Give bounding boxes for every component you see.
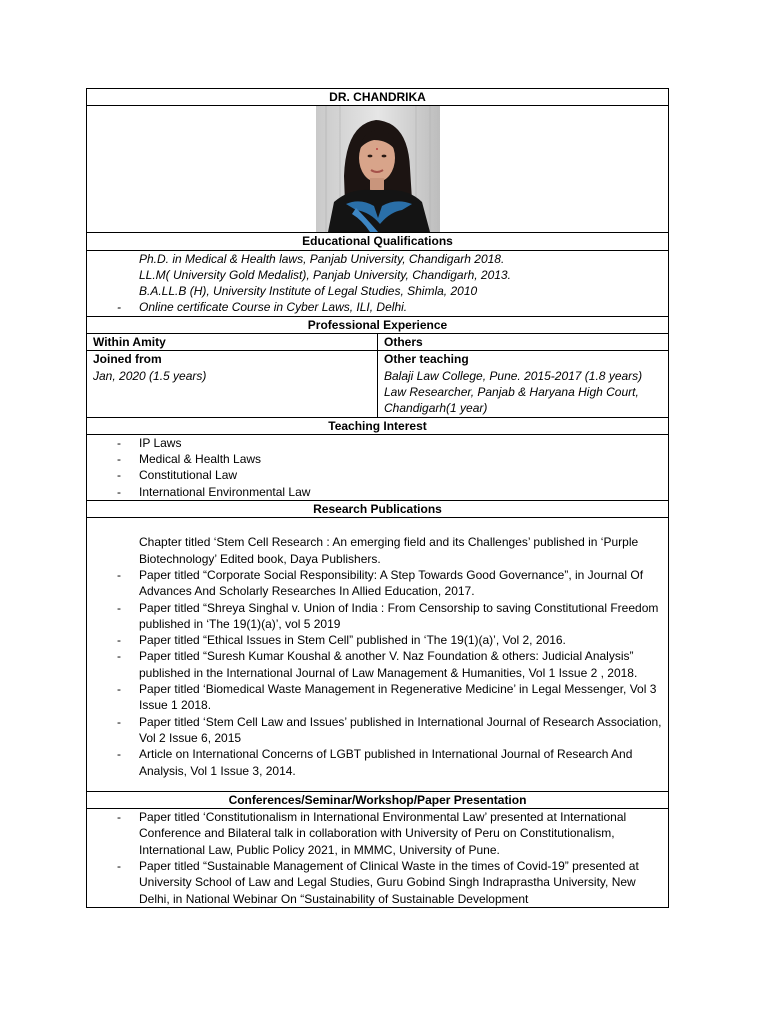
publication-item: - Paper titled “Corporate Social Responsibility: A Step Towards Good Governance”, in Journal Of Advances And Scholarly Researches In Allied Education, 2017.: [93, 567, 662, 600]
teaching-cell: [87, 434, 669, 500]
education-item: LL.M( University Gold Medalist), Panjab University, Chandigarh, 2013.: [139, 267, 511, 282]
publication-item: - Paper titled ‘Stem Cell Law and Issues’ published in International Journal of Research Association, Vol 2 Issue 6, 2015: [93, 714, 662, 747]
publication-item: - Paper titled “Suresh Kumar Koushal & another V. Naz Foundation & others: Judicial Analysis” published in the International Journal of Law Management & Humanities, Vol 1 Issue 2 , 2018.: [93, 648, 662, 681]
conference-item: - Paper titled “Sustainable Management of Clinical Waste in the times of Covid-19” presented at University School of Law and Legal Studies, Guru Gobind Singh Indraprastha University, New Delhi, in National Webinar On “Sustainability of Sustainable Development: [93, 858, 662, 907]
publication-item: - Article on International Concerns of LGBT published in International Journal of Research And Analysis, Vol 1 Issue 3, 2014.: [93, 746, 662, 779]
joined-from-value: Jan, 2020 (1.5 years): [93, 368, 207, 383]
section-header-conferences: Conferences/Seminar/Workshop/Paper Presentation: [87, 791, 669, 808]
publication-item: - Paper titled ‘Biomedical Waste Management in Regenerative Medicine’ in Legal Messenger, Vol 3 Issue 1 2018.: [93, 681, 662, 714]
education-list: [93, 251, 662, 316]
cv-table: [86, 88, 669, 908]
other-teaching-item: Law Researcher, Panjab & Haryana High Court, Chandigarh(1 year): [384, 384, 639, 416]
within-amity-cell: [87, 351, 378, 417]
section-header-research: Research Publications: [87, 501, 669, 518]
education-item: - Online certificate Course in Cyber Laws, ILI, Delhi.: [93, 299, 662, 315]
education-item: Ph.D. in Medical & Health laws, Panjab University, Chandigarh 2018.: [139, 251, 505, 266]
education-cell: [87, 250, 669, 316]
publication-item: - Paper titled “Shreya Singhal v. Union of India : From Censorship to saving Constitutional Freedom published in ‘The 19(1)(a)’, vol 5 2019: [93, 600, 662, 633]
teaching-item: - Medical & Health Laws: [93, 451, 662, 467]
teaching-item: - International Environmental Law: [93, 484, 662, 500]
profile-photo: [316, 106, 440, 232]
section-header-experience: Professional Experience: [87, 316, 669, 333]
others-cell: [378, 351, 669, 417]
publication-list: [93, 534, 662, 778]
research-cell: [87, 518, 669, 791]
photo-cell: [87, 106, 669, 233]
within-amity-header: Within Amity: [87, 334, 378, 351]
teaching-list: [93, 435, 662, 500]
section-header-education: Educational Qualifications: [87, 233, 669, 250]
other-teaching-item: Balaji Law College, Pune. 2015-2017 (1.8 years): [384, 368, 643, 383]
publication-item: - Paper titled “Ethical Issues in Stem Cell” published in ‘The 19(1)(a)’, Vol 2, 2016.: [93, 632, 662, 648]
teaching-item: - IP Laws: [93, 435, 662, 451]
joined-from-label: Joined from: [93, 352, 162, 367]
page-title: DR. CHANDRIKA: [87, 89, 669, 106]
conferences-cell: [87, 809, 669, 908]
teaching-item: - Constitutional Law: [93, 467, 662, 483]
education-item: B.A.LL.B (H), University Institute of Legal Studies, Shimla, 2010: [139, 284, 478, 299]
section-header-teaching: Teaching Interest: [87, 417, 669, 434]
publication-item: Chapter titled ‘Stem Cell Research : An emerging field and its Challenges’ published in ‘Purple Biotechnology’ Edited book, Daya Publishers.: [139, 535, 639, 566]
others-header: Others: [378, 334, 669, 351]
cv-document: [86, 88, 668, 908]
conference-item: - Paper titled ‘Constitutionalism in International Environmental Law’ presented at International Conference and Bilateral talk in collaboration with University of Peru on Constitutionalism, International Law, Public Policy 2021, in MMMC, University of Pune.: [93, 809, 662, 858]
conference-list: [93, 809, 662, 907]
other-teaching-label: Other teaching: [384, 352, 469, 367]
